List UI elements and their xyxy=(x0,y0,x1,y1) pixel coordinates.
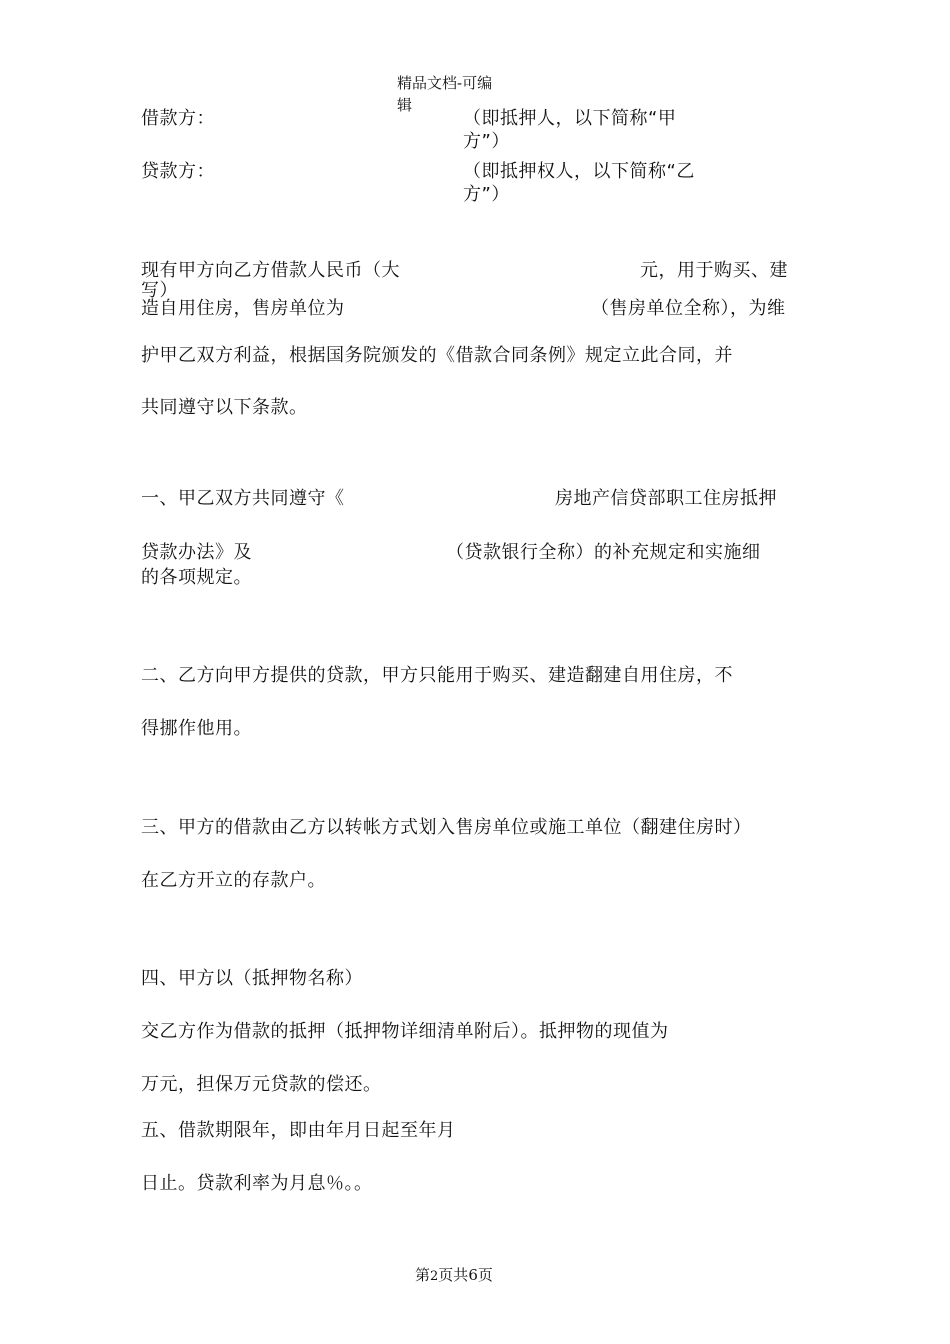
borrower-note-line2: 方”） xyxy=(463,131,510,152)
lender-note-line1: （即抵押权人，以下简称“乙 xyxy=(463,161,695,182)
clause1-line3: 的各项规定。 xyxy=(141,567,252,588)
preamble-line2-left: 造自用住房，售房单位为 xyxy=(141,298,345,319)
borrower-label: 借款方： xyxy=(141,108,215,129)
clause4-line3: 万元，担保万元贷款的偿还。 xyxy=(141,1074,382,1095)
clause2-line2: 得挪作他用。 xyxy=(141,718,252,739)
lender-note-line2: 方”） xyxy=(463,184,510,205)
clause3-line1: 三、甲方的借款由乙方以转帐方式划入售房单位或施工单位（翻建住房时） xyxy=(141,817,752,838)
page-number xyxy=(415,1265,493,1287)
preamble-line1-left: 现有甲方向乙方借款人民币（大 xyxy=(141,260,400,281)
preamble-line4: 共同遵守以下条款。 xyxy=(141,397,308,418)
clause1-line2-left: 贷款办法》及 xyxy=(141,542,252,563)
lender-label: 贷款方： xyxy=(141,161,215,182)
clause2-line1: 二、乙方向甲方提供的贷款，甲方只能用于购买、建造翻建自用住房，不 xyxy=(141,665,733,686)
clause5-line2: 日止。贷款利率为月息％。。 xyxy=(141,1173,373,1194)
clause1-line1-right: 房地产信贷部职工住房抵押 xyxy=(555,488,777,509)
page-total: 6 xyxy=(468,1266,478,1284)
clause4-line2: 交乙方作为借款的抵押（抵押物详细清单附后）。抵押物的现值为 xyxy=(141,1021,669,1042)
clause1-line2-right: （贷款银行全称）的补充规定和实施细 xyxy=(446,542,761,563)
clause1-line1-left: 一、甲乙双方共同遵守《 xyxy=(141,488,345,509)
header-watermark-line2: 辑 xyxy=(397,96,413,114)
clause5-line1: 五、借款期限年，即由年月日起至年月 xyxy=(141,1120,456,1141)
page-current: 2 xyxy=(430,1269,439,1284)
preamble-line1-right: 元，用于购买、建 xyxy=(640,260,788,281)
borrower-note-line1: （即抵押人，以下简称“甲 xyxy=(463,108,677,129)
page-mid: 页共 xyxy=(438,1266,469,1284)
clause4-line1: 四、甲方以（抵押物名称） xyxy=(141,968,363,989)
clause3-line2: 在乙方开立的存款户。 xyxy=(141,870,326,891)
preamble-line2-right: （售房单位全称），为维 xyxy=(591,298,786,319)
page-prefix: 第 xyxy=(415,1266,431,1284)
preamble-line1-wrap: 写） xyxy=(141,280,178,301)
page-suffix: 页 xyxy=(477,1266,493,1284)
header-watermark-line1: 精品文档-可编 xyxy=(397,74,493,92)
preamble-line3: 护甲乙双方利益，根据国务院颁发的《借款合同条例》规定立此合同，并 xyxy=(141,345,733,366)
